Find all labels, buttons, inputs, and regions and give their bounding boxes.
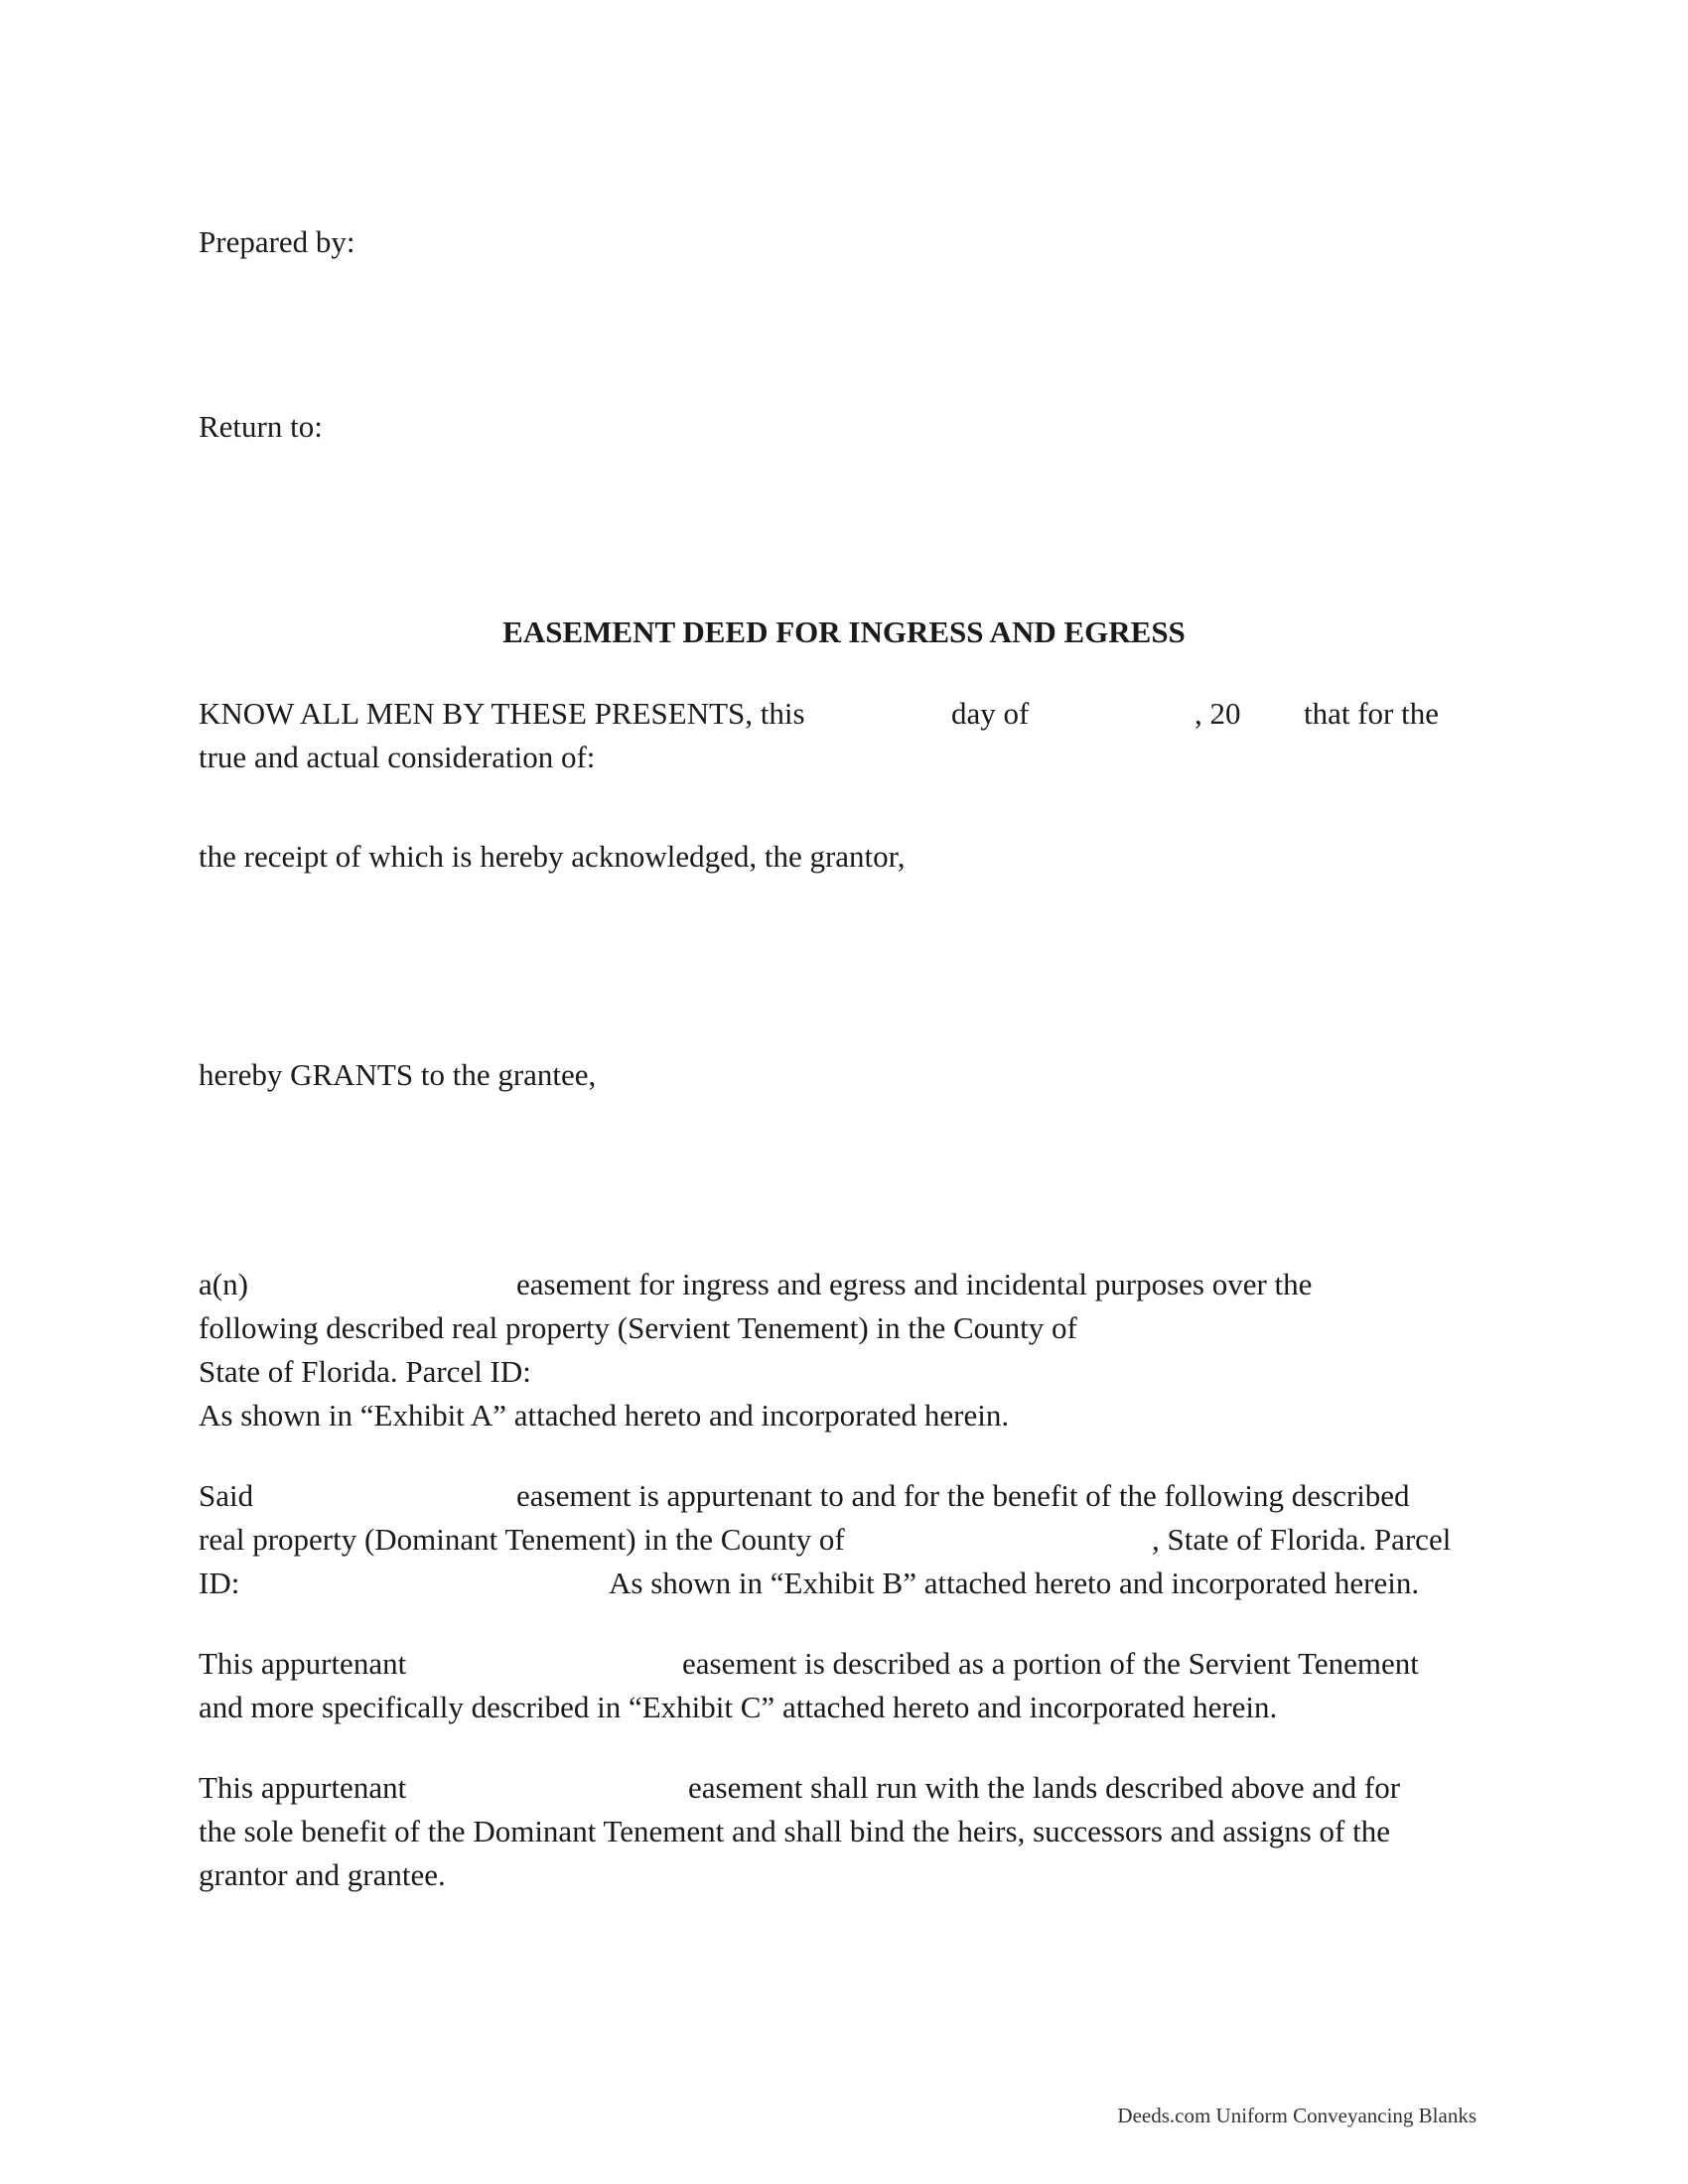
para3-line1-left: This appurtenant [199,1646,407,1681]
para4-line1-right: easement shall run with the lands described above and for [688,1770,1401,1805]
intro-day-of: day of [951,696,1030,731]
para2-line3-right: As shown in “Exhibit B” attached hereto and incorporated herein. [609,1566,1420,1600]
para1-line2: following described real property (Servient Tenement) in the County of [199,1310,1077,1345]
para2-line2-right: , State of Florida. Parcel [1152,1522,1452,1557]
receipt-line: the receipt of which is hereby acknowledged, the grantor, [199,839,906,874]
para4-line2: the sole benefit of the Dominant Tenement and shall bind the heirs, successors and assigns of the [199,1814,1390,1848]
grants-line: hereby GRANTS to the grantee, [199,1057,597,1092]
para2-line2-left: real property (Dominant Tenement) in the County of [199,1522,845,1557]
para2-line1: easement is appurtenant to and for the benefit of the following described [516,1478,1410,1513]
prepared-by-label: Prepared by: [199,224,355,259]
document-title: EASEMENT DEED FOR INGRESS AND EGRESS [502,614,1186,649]
para1-line1: easement for ingress and egress and incidental purposes over the [516,1267,1313,1301]
intro-year: , 20 [1195,696,1241,731]
para4-line1-left: This appurtenant [199,1770,407,1805]
para3-line1-right: easement is described as a portion of the Servient Tenement [682,1646,1419,1681]
para2-said: Said [199,1478,254,1513]
para4-line3: grantor and grantee. [199,1857,446,1892]
para2-line3-left: ID: [199,1566,240,1600]
para1-a-n: a(n) [199,1267,248,1301]
intro-that-for-the: that for the [1304,696,1440,731]
para1-line3: State of Florida. Parcel ID: [199,1354,531,1389]
page-footer: Deeds.com Uniform Conveyancing Blanks [1117,2104,1477,2127]
intro-consideration: true and actual consideration of: [199,740,596,774]
intro-know-all: KNOW ALL MEN BY THESE PRESENTS, this [199,696,805,731]
para3-line2: and more specifically described in “Exhibit C” attached hereto and incorporated herein. [199,1690,1278,1724]
para1-line4: As shown in “Exhibit A” attached hereto and incorporated herein. [199,1398,1010,1433]
return-to-label: Return to: [199,409,323,444]
